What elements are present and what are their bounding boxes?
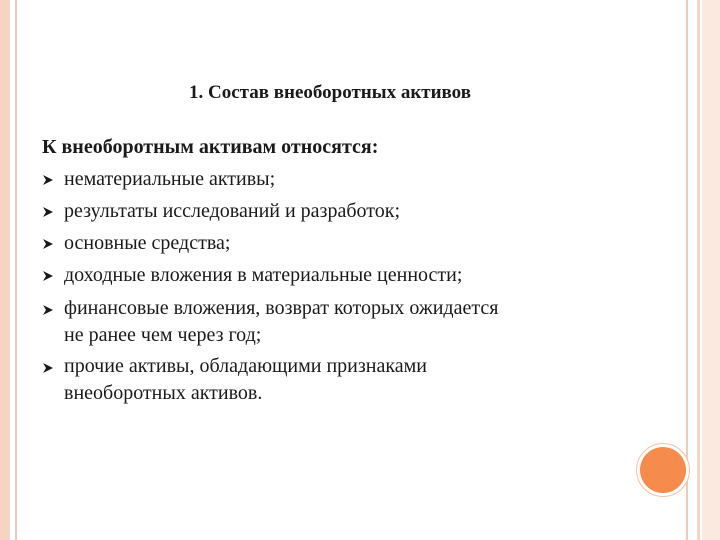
list-item-text: финансовые вложения, возврат которых ожидается xyxy=(64,297,499,319)
list-item-text: не ранее чем через год; xyxy=(64,324,262,346)
list-item xyxy=(42,349,642,407)
arrowhead-bullet-icon xyxy=(42,206,54,218)
bullet-list xyxy=(42,163,642,407)
frame-right-band xyxy=(702,0,720,540)
list-item xyxy=(42,227,642,259)
list-item xyxy=(42,195,642,227)
frame-left-band xyxy=(0,0,10,540)
arrowhead-bullet-icon xyxy=(42,270,54,282)
arrowhead-bullet-icon xyxy=(42,304,54,316)
slide-content xyxy=(42,131,642,407)
arrowhead-bullet-icon xyxy=(42,238,54,250)
frame-right-line xyxy=(686,0,688,540)
list-item-text: внеоборотных активов. xyxy=(64,382,263,404)
list-item-text: результаты исследований и разработок; xyxy=(64,200,400,222)
arrowhead-bullet-icon xyxy=(42,362,54,374)
decorative-circle-icon xyxy=(640,447,686,493)
frame-right-line xyxy=(697,0,700,540)
list-item xyxy=(42,291,642,349)
list-item-text: нематериальные активы; xyxy=(64,168,276,190)
list-item xyxy=(42,259,642,291)
arrowhead-bullet-icon xyxy=(42,174,54,186)
list-item xyxy=(42,163,642,195)
intro-text: К внеоборотным активам относятся: xyxy=(42,136,379,158)
list-item-text: доходные вложения в материальные ценности; xyxy=(64,264,463,286)
list-item-text: прочие активы, обладающими признаками xyxy=(64,355,428,377)
list-item-text: основные средства; xyxy=(64,232,231,254)
slide-title: 1. Состав внеоборотных активов xyxy=(189,82,471,103)
frame-left-line xyxy=(15,0,17,540)
